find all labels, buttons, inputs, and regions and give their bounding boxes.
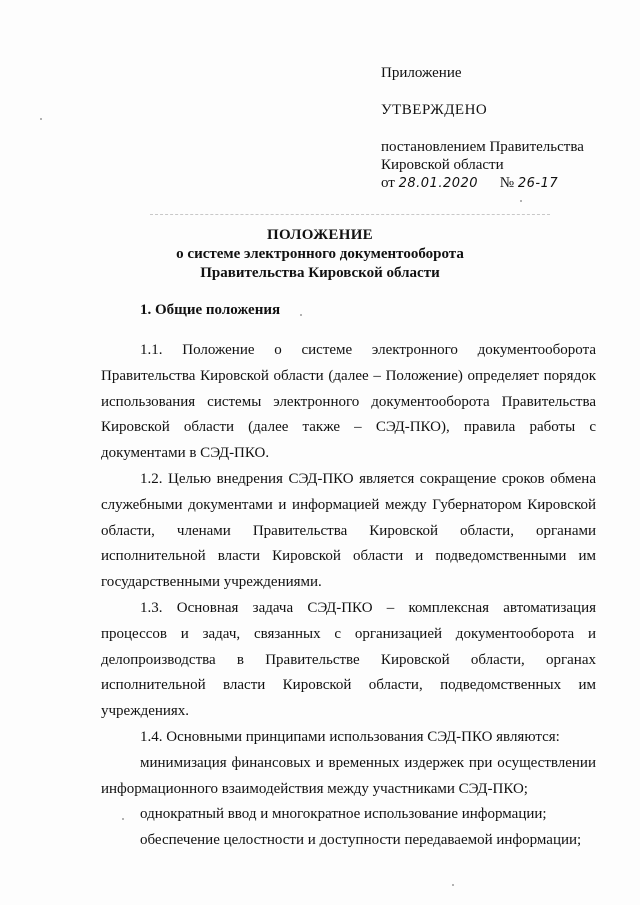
title-line-2: о системе электронного документооборота: [176, 246, 464, 262]
title-line-3: Правительства Кировской области: [200, 265, 440, 281]
date-number-line: [381, 174, 616, 193]
paragraph: однократный ввод и многократное использование информации;: [140, 806, 547, 823]
date-prefix: от: [381, 175, 395, 191]
paragraph: 1.4. Основными принципами использования СЭД-ПКО являются:: [140, 728, 560, 745]
paragraph: 1.1. Положение о системе электронного документооборота Правительства Кировской области (далее – Положение) определяет порядок использования системы электронного документооборота Правительства Кировской области (далее также – СЭД-ПКО), правила работы с документами в СЭД-ПКО.: [101, 342, 596, 462]
title-main: ПОЛОЖЕНИЕ: [267, 227, 373, 243]
body-text: [101, 338, 596, 854]
approval-stamp-block: [381, 64, 616, 193]
document-title: [0, 226, 640, 283]
scan-artifact-line: [150, 214, 550, 215]
appendix-label: Приложение: [381, 65, 462, 81]
section-heading: 1. Общие положения: [140, 302, 281, 318]
paragraph: 1.2. Целью внедрения СЭД-ПКО является сокращение сроков обмена служебными документами и информацией между Губернатором Кировской области, членами Правительства Кировской области, органами исполнительной власти Кировской области и подведомственными им государственными учреждениями.: [101, 470, 596, 591]
decree-line-1: постановлением Правительства: [381, 139, 584, 155]
paragraph: обеспечение целостности и доступности передаваемой информации;: [140, 832, 582, 849]
handwritten-date: 28.01.2020: [398, 176, 479, 191]
decree-line-2: Кировской области: [381, 157, 504, 173]
paragraph: 1.3. Основная задача СЭД-ПКО – комплексная автоматизация процессов и задач, связанных с организацией документооборота и делопроизводства в Правительстве Кировской области, органах исполнительной власти Кировской области, подведомственных им учреждениях.: [101, 599, 596, 720]
handwritten-number: 26-17: [517, 176, 559, 191]
approved-label: УТВЕРЖДЕНО: [381, 102, 488, 118]
number-prefix: №: [499, 175, 515, 191]
paragraph: минимизация финансовых и временных издержек при осуществлении информационного взаимодействия между участниками СЭД-ПКО;: [101, 754, 596, 797]
